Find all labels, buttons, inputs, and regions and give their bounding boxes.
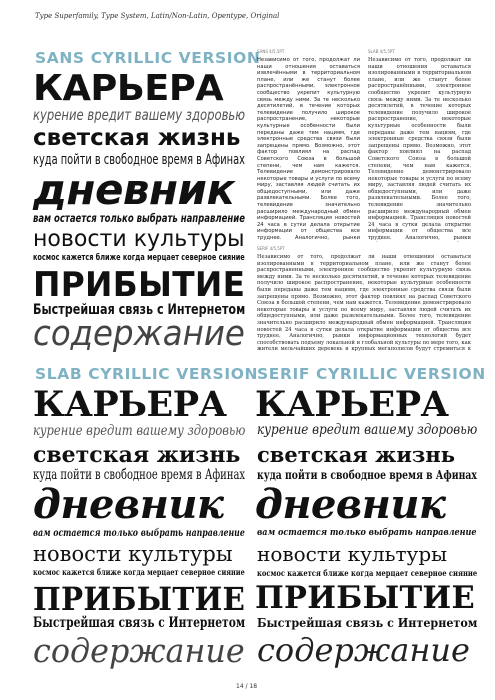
serif-specimen-bold-italic: дневник	[255, 481, 446, 528]
serif-specimen-italic-large: содержание	[257, 631, 470, 669]
serif-section-title: SERIF CYRILLIC VERSION	[257, 365, 486, 383]
serif-specimen-regular-large: новости культуры	[257, 542, 448, 566]
page-number: 14 / 18	[236, 683, 258, 690]
slab-specimen-bold: светская жизнь	[33, 442, 241, 468]
serif-text-wide: Независимо от того, продолжат ли наши отношения оставаться изолированными в территориальном плане, или же станут более распространенными, электронное сообщество укрепит культурную связь между ними. За те несколько десятилетий, в течение которых телевидение получило широкое распространение, некоторые культурные особенности были переданы даже тем нациям, где электронные средства связи были запрещены прямо. Возможно, этот фактор повлиял на распад Советского Союза в большой степени, чем нам кажется. Телевидение демонстрировало некоторые товары и услуги по всему миру, заставляя людей считать их общедоступными, или даже развлекательными. Более того, телевидение значительно расширило международный обмен информацией. Трансляция новостей 24 часа в сутки делала открытие информации от общества все труднее. Аналогично, рынки информационных технологий будет способствовать подъему локальной и глобальной культуры по мере того, как жители мельчайших деревень и крупных мегаполисов будут стремиться к	[257, 254, 471, 352]
sans-specimen-bold-small: космос кажется ближе когда мерцает северное сияние	[33, 253, 245, 263]
sans-specimen-caps: КАРЬЕРА	[33, 68, 224, 109]
serif-specimen-regular: куда пойти в свободное время в Афинах	[257, 468, 477, 482]
slab-specimen-regular-large: новости культуры	[33, 542, 233, 566]
serif-specimen-italic: курение вредит вашему здоровью	[257, 422, 478, 438]
serif-specimen-bold: светская жизнь	[257, 442, 455, 467]
page-header: Type Superfamily, Type System, Latin/Non-Latin, Opentype, Original	[35, 12, 280, 20]
sans-specimen-caps-2: ПРИБЫТИЕ	[33, 265, 246, 305]
serif-specimen-caps: КАРЬЕРА	[255, 384, 449, 425]
sans-section-title: SANS CYRILLIC VERSION	[35, 49, 261, 67]
slab-specimen-bold-small: космос кажется ближе когда мерцает северное сияние	[33, 568, 245, 578]
slab-text-column: Независимо от того, продолжат ли наши отношения оставаться изолированными в территориальном плане, или же станут более распространёнными, электронное сообщество укрепит культурную связь между ними. За те несколько десятилетий, в течение которых телевидение получило широкое распространение, некоторые культурные особенности были переданы даже тем нациям, где электронные средства связи были запрещены прямо. Возможно, этот фактор повлиял на распад Советского Союза в большой степени, чем нам кажется. Телевидение демонстрировало некоторые товары и услуги по всему миру, заставляя людей считать их общедоступными, или даже развлекательными. Более того, телевидение значительно расширило международный обмен информацией. Трансляция новостей 24 часа в сутки делала открытие информации от общества все труднее. Аналогично, рынки	[368, 57, 471, 242]
slab-specimen-italic-light: курение вредит вашему здоровью	[33, 423, 246, 439]
sans-specimen-regular-large: новости культуры	[33, 226, 245, 252]
slab-specimen-light-italic: содержание	[33, 631, 245, 670]
slab-specimen-bold-italic: дневник	[33, 481, 224, 528]
col1-heading: SANS 4/5,5PT	[257, 49, 285, 54]
sans-specimen-bold-italic: дневник	[33, 165, 235, 214]
sans-text-column: Независимо от того, продолжат ли наши отношения оставаться извлечёнными в территориальном плане, или же станут более распространёнными, электронное сообщество укрепит культурную связь между ними. За те несколько десятилетий, в течение которых телевидение получило широкое распространение, некоторые культурные особенности были переданы даже тем нациям, где электронные средства связи были запрещены прямо. Возможно, этот фактор повлиял на распад Советского Союза в большой степени, чем нам кажется. Телевидение демонстрировало некоторые товары и услуги по всему миру, заставляя людей считать их общедоступными, или даже развлекательными. Более того, телевидение значительно расширило международный обмен информацией. Трансляция новостей 24 часа в сутки делала открытие информации от общества все труднее. Аналогично, рынки	[257, 57, 360, 242]
serif-specimen-bold-italic-small: вам остается только выбрать направление	[257, 527, 477, 538]
serif-specimen-bold-small: космос кажется ближе когда мерцает северное сияние	[257, 568, 478, 578]
slab-specimen-bold-italic-small: вам остается только выбрать направление	[33, 527, 245, 539]
sans-specimen-regular: куда пойти в свободное время в Афинах	[33, 152, 245, 168]
slab-specimen-bold-medium: Быстрейшая связь с Интернетом	[33, 615, 246, 631]
col2-heading: SLAB 4/5,5PT	[368, 49, 395, 54]
sans-specimen-italic-light: курение вредит вашему здоровью	[33, 106, 246, 124]
slab-specimen-caps-2: ПРИБЫТИЕ	[33, 580, 246, 618]
sans-specimen-light-italic: содержание	[33, 314, 245, 354]
sans-specimen-bold: светская жизнь	[33, 125, 241, 151]
slab-specimen-regular: куда пойти в свободное время в Афинах	[33, 467, 246, 483]
slab-section-title: SLAB CYRILLIC VERSION	[35, 365, 259, 383]
serif-specimen-caps-2: ПРИБЫТИЕ	[255, 580, 475, 616]
sans-specimen-bold-italic-small: вам остается только выбрать направление	[33, 211, 245, 225]
wide-column-heading: SERIF 4/5,5PT	[257, 246, 285, 251]
slab-specimen-caps: КАРЬЕРА	[33, 384, 227, 425]
serif-specimen-bold-medium: Быстрейшая связь с Интернетом	[257, 615, 478, 630]
sans-specimen-bold-medium: Быстрейшая связь с Интернетом	[33, 302, 246, 318]
